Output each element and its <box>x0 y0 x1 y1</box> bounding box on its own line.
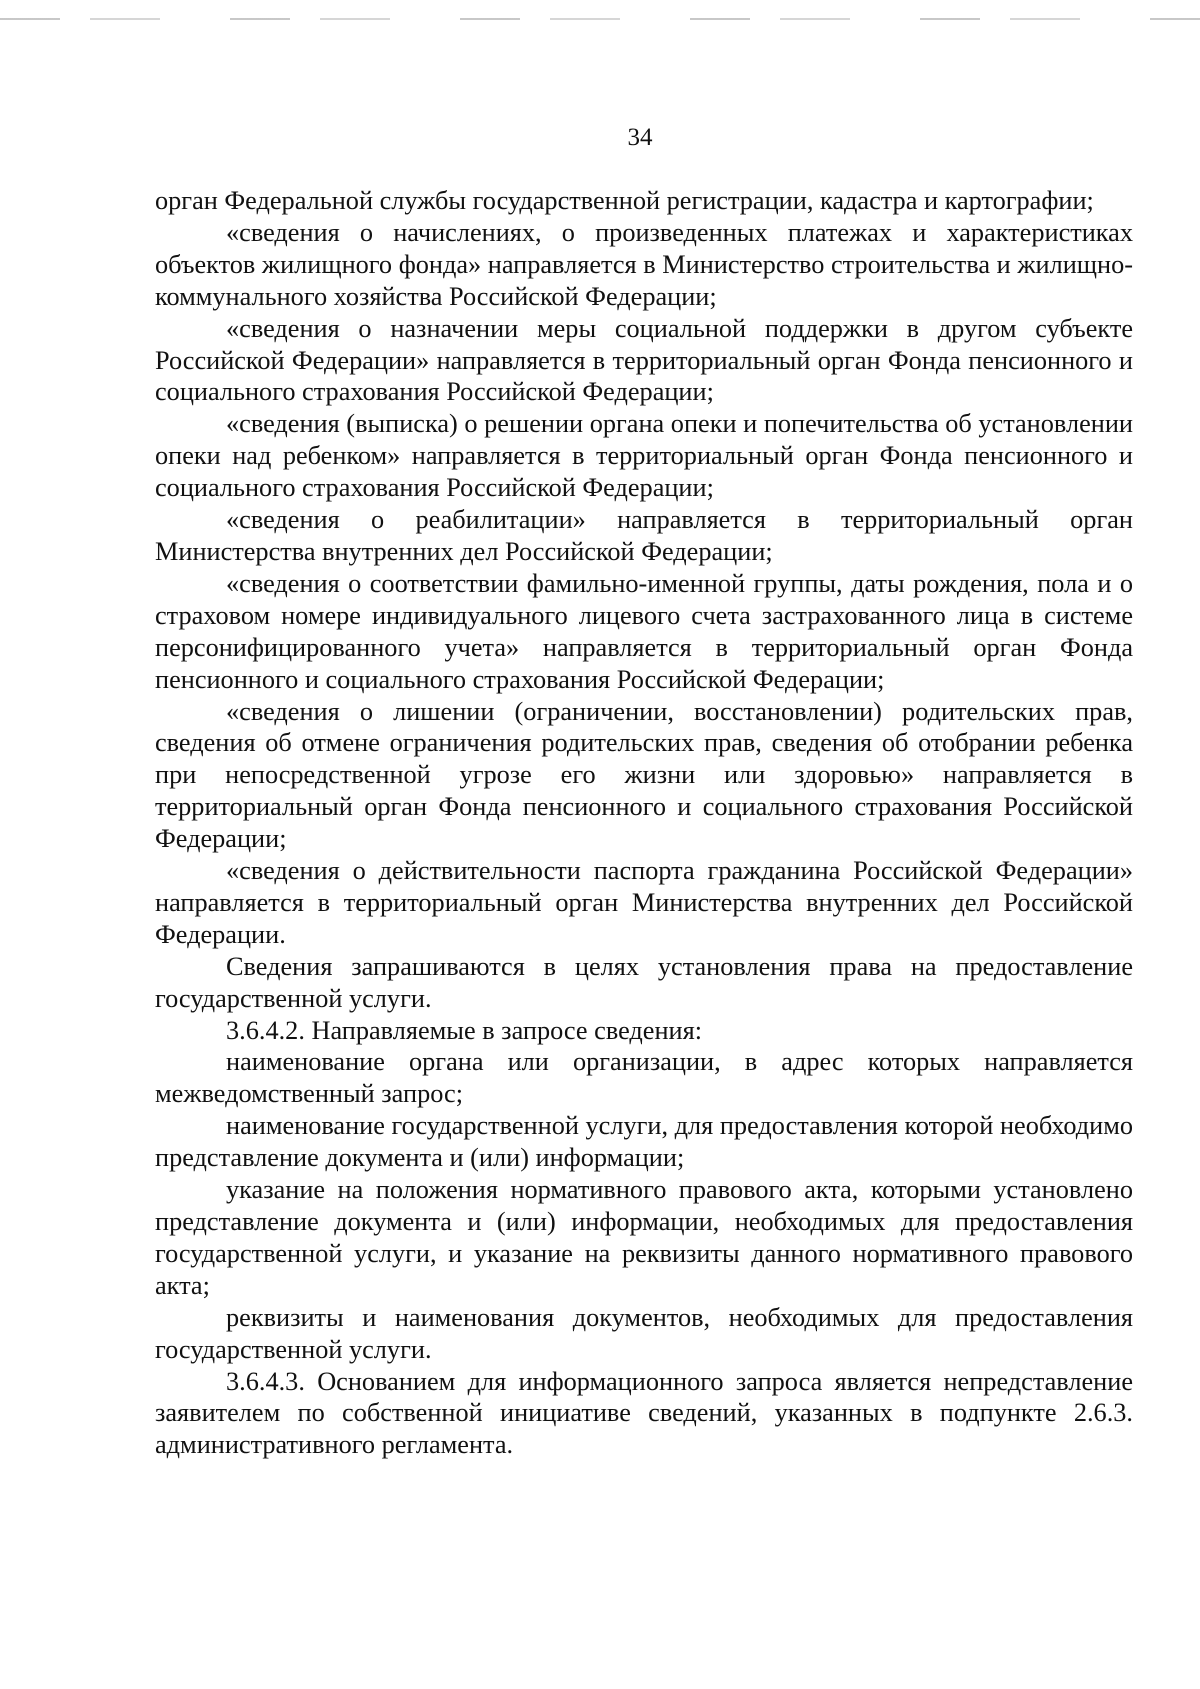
paragraph-guardianship: «сведения (выписка) о решении органа опеки и попечительства об установлении опеки над ребенком» направляется в территориальный орган Фонда пенсионного и социального страхования Российской Федерации; <box>155 409 1133 503</box>
section-3-6-4-3: 3.6.4.3. Основанием для информационного запроса является непредставление заявителем по собственной инициативе сведений, указанных в подпункте 2.6.3. административного регламента. <box>155 1366 1133 1460</box>
paragraph-passport-validity: «сведения о действительности паспорта гражданина Российской Федерации» направляется в территориальный орган Министерства внутренних дел Российской Федерации. <box>155 856 1133 949</box>
section-3-6-4-2-heading: 3.6.4.2. Направляемые в запросе сведения: <box>226 1015 703 1045</box>
document-body <box>155 185 1133 1461</box>
paragraph-housing-payments: «сведения о начислениях, о произведенных платежах и характеристиках объектов жилищного фонда» направляется в Министерство строительства и жилищно-коммунального хозяйства Российской Федерации; <box>155 217 1133 311</box>
paragraph-service-name: наименование государственной услуги, для предоставления которой необходимо представление документа и (или) информации; <box>155 1111 1133 1173</box>
page-number: 34 <box>627 124 653 151</box>
paragraph-legal-act: указание на положения нормативного правового акта, которыми установлено представление документа и (или) информации, необходимых для предоставления государственной услуги, и указание на реквизиты данного нормативного правового акта; <box>155 1175 1133 1300</box>
paragraph-organization-name: наименование органа или организации, в адрес которых направляется межведомственный запрос; <box>155 1047 1133 1109</box>
paragraph-continuation: орган Федеральной службы государственной регистрации, кадастра и картографии; <box>155 186 1094 215</box>
paragraph-document-details: реквизиты и наименования документов, необходимых для предоставления государственной услуги. <box>155 1302 1133 1364</box>
paragraph-social-support: «сведения о назначении меры социальной поддержки в другом субъекте Российской Федерации» направляется в территориальный орган Фонда пенсионного и социального страхования Российской Федерации; <box>155 313 1133 407</box>
scan-edge-artifact <box>0 18 1200 20</box>
paragraph-purpose: Сведения запрашиваются в целях установления права на предоставление государственной услуги. <box>155 951 1133 1013</box>
paragraph-rehabilitation: «сведения о реабилитации» направляется в территориальный орган Министерства внутренних дел Российской Федерации; <box>155 505 1133 566</box>
paragraph-parental-rights: «сведения о лишении (ограничении, восстановлении) родительских прав, сведения об отмене ограничения родительских прав, сведения об отобрании ребенка при непосредственной угрозе его жизни или здоровью» направляется в территориальный орган Фонда пенсионного и социального страхования Российской Федерации; <box>155 696 1133 854</box>
paragraph-snils-check: «сведения о соответствии фамильно-именной группы, даты рождения, пола и о страховом номере индивидуального лицевого счета застрахованного лица в системе персонифицированного учета» направляется в территориальный орган Фонда пенсионного и социального страхования Российской Федерации; <box>155 568 1133 694</box>
